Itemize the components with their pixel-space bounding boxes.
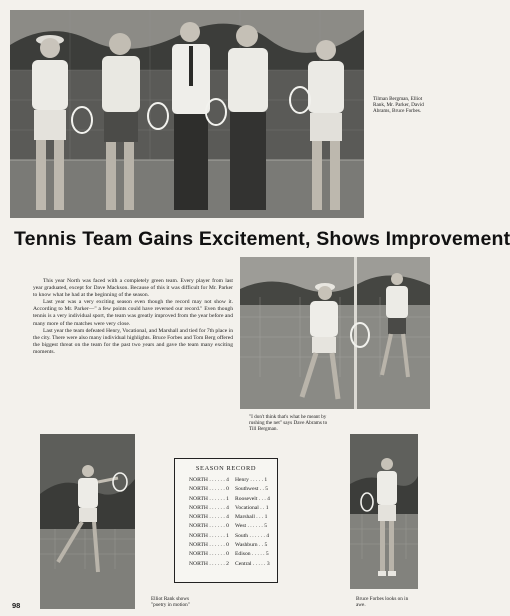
net-photo-caption: "I don't think that's what he meant by rushing the net" says Dave Abrams to Till Bergman. — [249, 414, 328, 433]
record-row — [175, 495, 277, 504]
record-row — [175, 560, 277, 569]
awe-photo-caption: Bruce Forbes looks on in awe. — [356, 596, 409, 609]
record-row — [175, 513, 277, 522]
record-row — [175, 541, 277, 550]
record-row — [175, 522, 277, 531]
record-opponent-score: West . . . . . . 5 — [235, 523, 268, 530]
team-photo — [10, 10, 364, 218]
record-opponent-score: Washburn . . 5 — [235, 542, 268, 549]
record-row — [175, 485, 277, 494]
record-north-score: NORTH . . . . . . 1 — [189, 495, 229, 502]
record-north-score: NORTH . . . . . . 0 — [189, 542, 229, 549]
record-row — [175, 550, 277, 559]
record-opponent-score: Vocational . . 1 — [235, 504, 269, 511]
record-opponent-score: Edison . . . . . 5 — [235, 551, 269, 558]
serve-photo — [40, 434, 135, 609]
record-opponent-score: Central . . . . . 3 — [235, 560, 270, 567]
season-record-title: SEASON RECORD — [195, 465, 257, 472]
page-number: 98 — [12, 601, 21, 610]
record-row — [175, 504, 277, 513]
record-north-score: NORTH . . . . . . 4 — [189, 477, 229, 483]
record-north-score: NORTH . . . . . . 4 — [189, 514, 229, 521]
record-north-score: NORTH . . . . . . 2 — [189, 560, 229, 567]
record-north-score: NORTH . . . . . . 1 — [189, 532, 229, 539]
record-opponent-score: Southwest . . 5 — [235, 486, 269, 493]
record-row — [175, 532, 277, 541]
article-body — [33, 278, 233, 356]
net-photo — [240, 257, 430, 409]
record-north-score: NORTH . . . . . . 0 — [189, 486, 229, 493]
record-north-score: NORTH . . . . . . 0 — [189, 551, 229, 558]
article-paragraph: Last year the team defeated Henry, Vocational, and Marshall and tied for 7th place in the city. There were also many individual highlights. Bruce Forbes and Tom Berg offered the biggest threat on the team for the past two years and gave the team many exciting moments. — [33, 327, 233, 355]
article-paragraph: Last year was a very exciting season even though the record may not show it. According to Mr. Parker—" a few points could have reversed our record." Even though tennis is a very individual sport, the team was greatly improved from the year before and many more of the matches were very close. — [33, 299, 233, 327]
season-record-box — [174, 458, 278, 583]
article-paragraph: This year North was faced with a completely green team. Every player from last year graduated, except for Dave Mackson. Because of this it was difficult for Mr. Parker to know what he had at the beginning of the season. — [33, 278, 233, 299]
team-photo-caption: Tilman Bergman, Elliot Rank, Mr. Parker, David Abrams, Bruce Forbes. — [373, 96, 424, 115]
record-north-score: NORTH . . . . . . 4 — [189, 504, 229, 511]
record-opponent-score: Roosevelt . . . 4 — [235, 495, 270, 502]
record-opponent-score: South . . . . . . 4 — [235, 532, 270, 539]
record-opponent-score: Marshall . . . 1 — [235, 514, 268, 521]
record-row — [175, 476, 277, 485]
awe-photo — [350, 434, 418, 589]
serve-photo-caption: Elliot Rank shows "poetry in motion" — [151, 596, 190, 609]
article-headline: Tennis Team Gains Excitement, Shows Improvement — [14, 228, 510, 250]
record-opponent-score: Henry . . . . . 1 — [235, 477, 268, 483]
record-north-score: NORTH . . . . . . 0 — [189, 523, 229, 530]
